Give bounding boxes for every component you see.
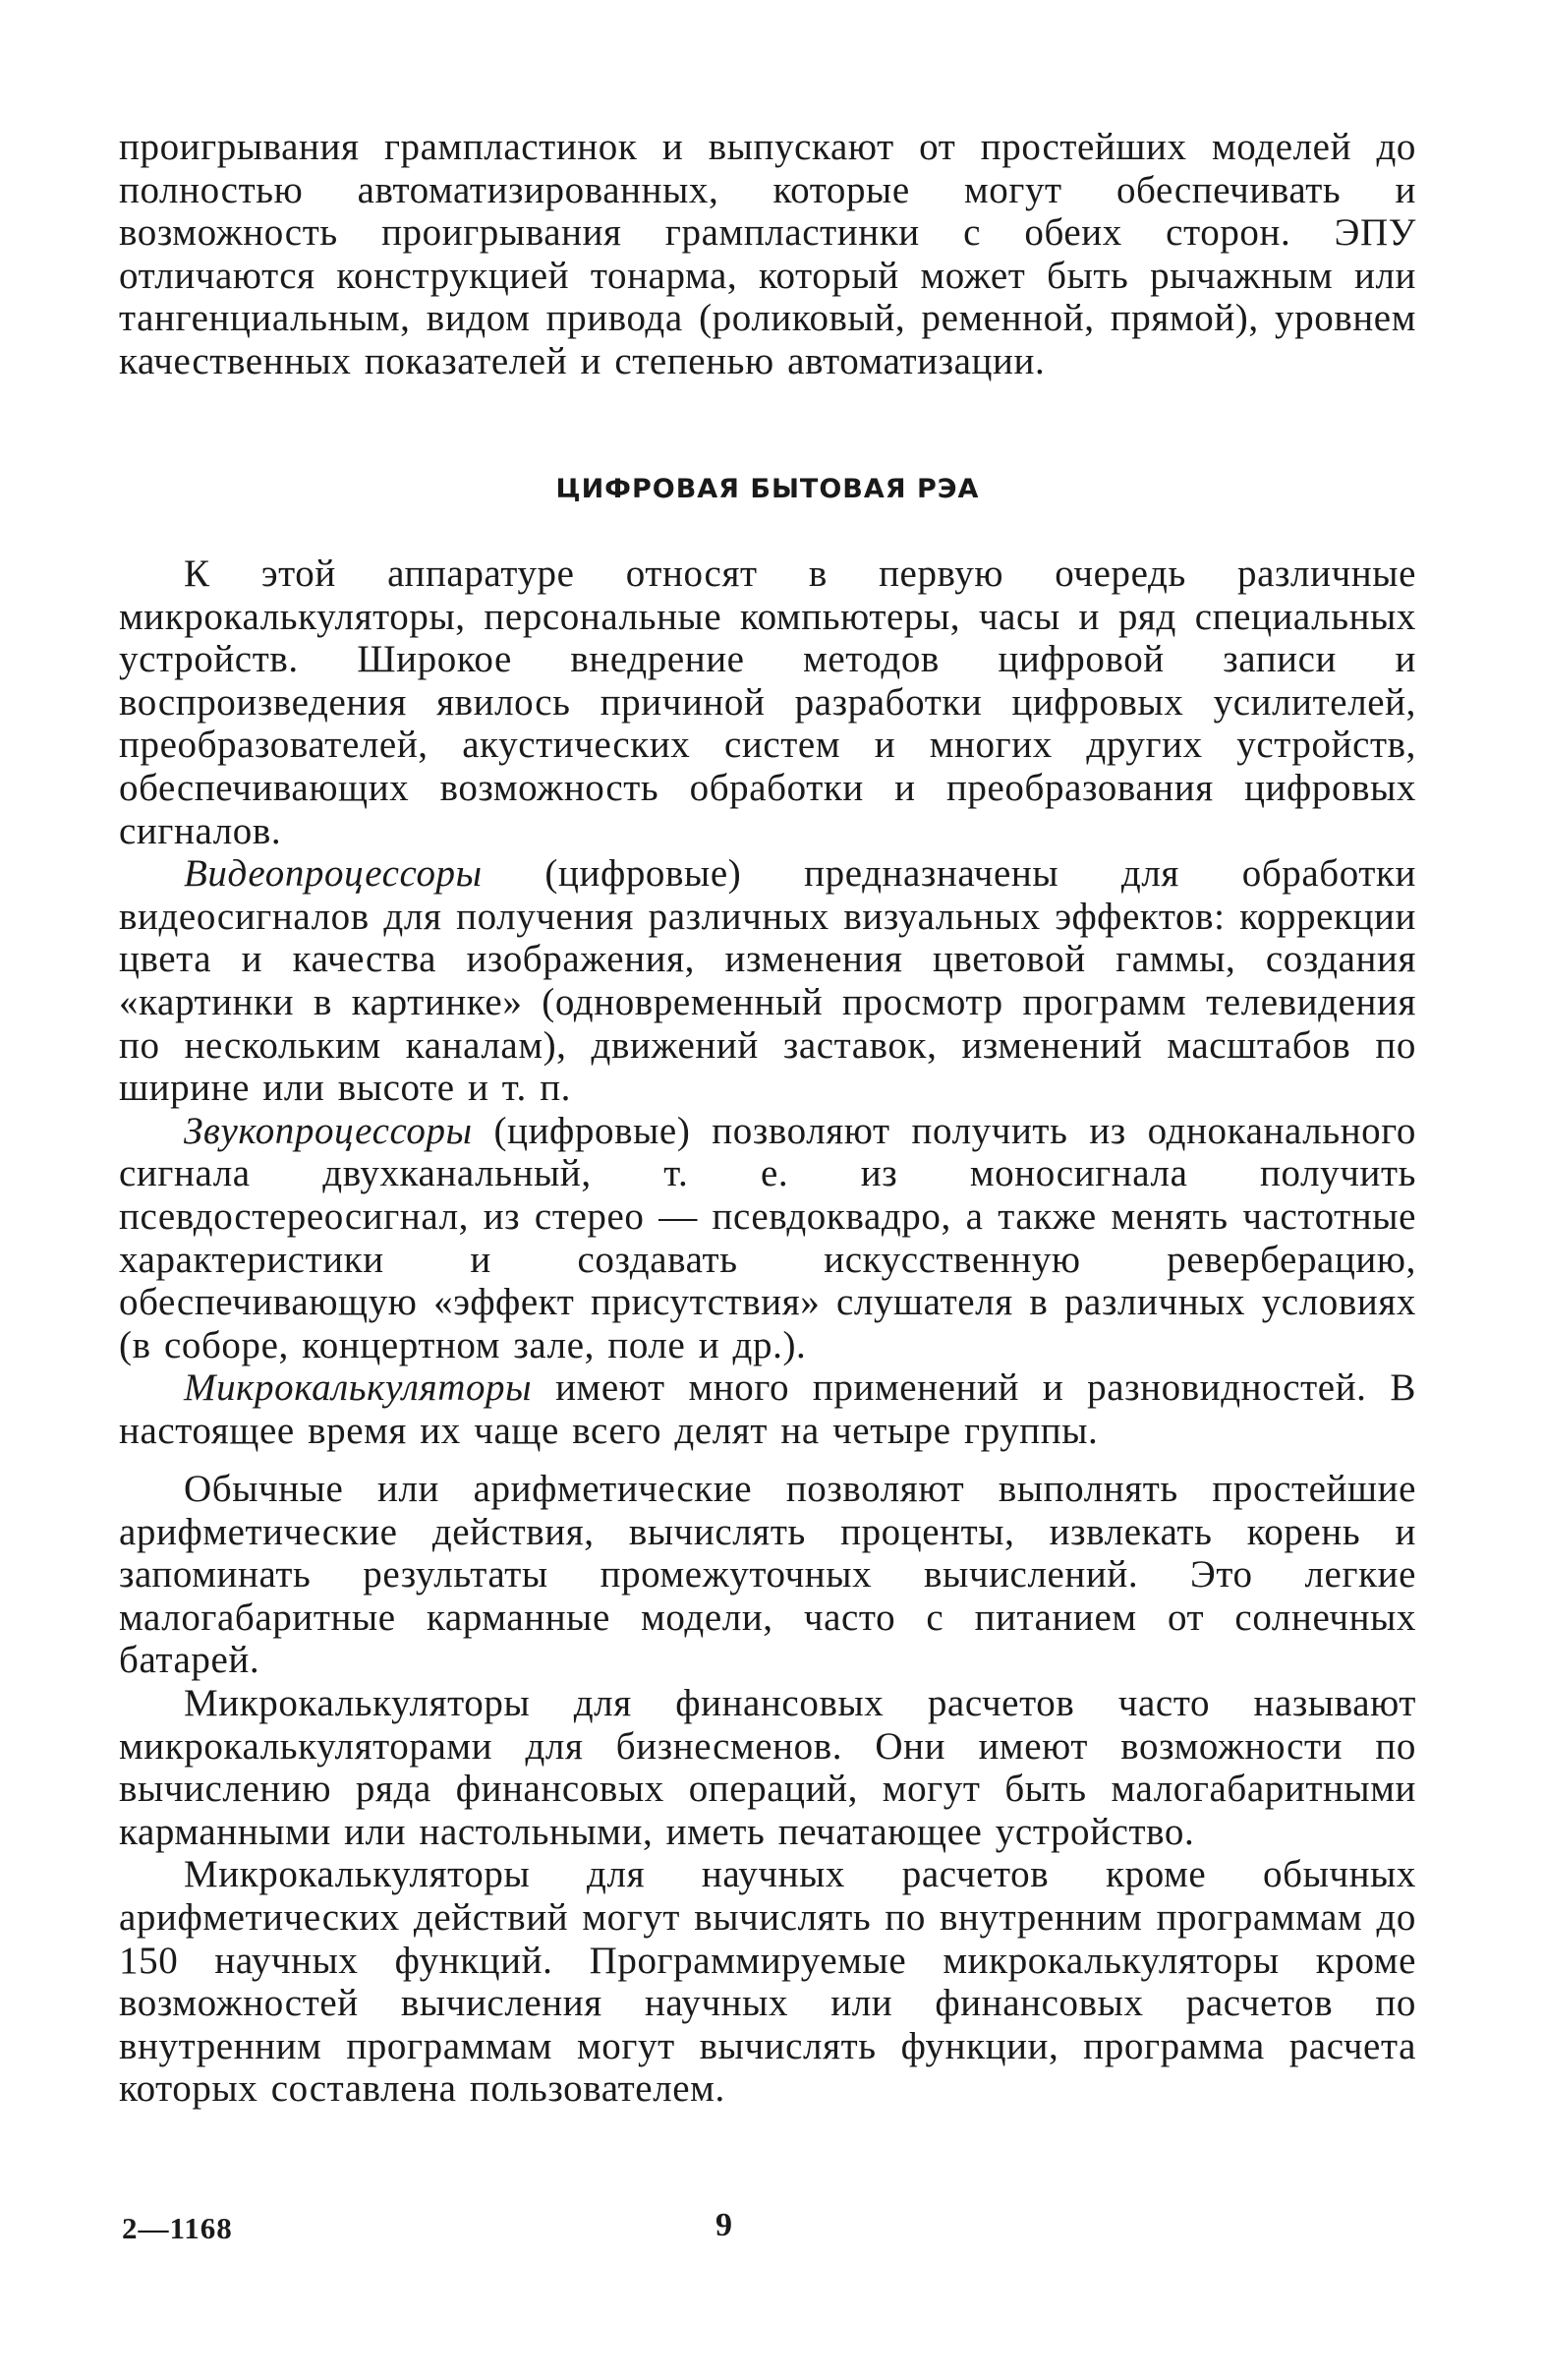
text-block-top: [119, 126, 1416, 383]
paragraph-video-text: (цифровые) предназначены для обработки видеосигналов для получения различных визуальных эффектов: коррекции цвета и качества изображения, изменения цветовой гаммы, создания «картинки в картинке» (одновременный просмотр программ телевидения по нескольким каналам), движений заставок, изменений масштабов по ширине или высоте и т. п.: [119, 852, 1416, 1110]
term-calc: Микрокалькуляторы: [184, 1366, 533, 1410]
paragraph-intro: К этой аппаратуре относят в первую очередь различные микрокалькуляторы, персональные компьютеры, часы и ряд специальных устройств. Широкое внедрение методов цифровой записи и воспроизведения явилось причиной разработки цифровых усилителей, преобразователей, акустических систем и многих других устройств, обеспечивающих возможность обработки и преобразования цифровых сигналов.: [119, 552, 1416, 852]
paragraph-sound-text: (цифровые) позволяют получить из одноканального сигнала двухканальный, т. е. из моносигнала получить псевдостереосигнал, из стерео — псевдоквадро, а также менять частотные характеристики и создавать искусственную реверберацию, обеспечивающую «эффект присутствия» слушателя в различных условиях (в соборе, концертном зале, поле и др.).: [119, 1109, 1416, 1366]
section-heading: ЦИФРОВАЯ БЫТОВАЯ РЭА: [555, 474, 980, 504]
printer-signature: 2—1168: [122, 2211, 233, 2245]
term-sound: Звукопроцессоры: [184, 1109, 473, 1152]
paragraph-calc-text: имеют много применений и разновидностей. В настоящее время их чаще всего делят на четыре группы.: [119, 1366, 1416, 1452]
text-block-lower: [119, 1468, 1416, 2111]
text-block-main: [119, 552, 1416, 1452]
paragraph-continued: проигрывания грампластинок и выпускают от простейших моделей до полностью автоматизированных, которые могут обеспечивать и возможность проигрывания грампластинки с обеих сторон. ЭПУ отличаются конструкцией тонарма, который может быть рычажным или тангенциальным, видом привода (роликовый, ременной, прямой), уровнем качественных показателей и степенью автоматизации.: [119, 126, 1416, 382]
term-video: Видеопроцессоры: [184, 852, 483, 896]
paragraph-sound: [119, 1110, 1416, 1367]
paragraph-calc: [119, 1366, 1416, 1452]
paragraph-finance: Микрокалькуляторы для финансовых расчетов часто называют микрокалькуляторами для бизнесменов. Они имеют возможности по вычислению ряда финансовых операций, могут быть малогабаритными карманными или настольными, иметь печатающее устройство.: [119, 1681, 1416, 1853]
paragraph-arith: Обычные или арифметические позволяют выполнять простейшие арифметические действия, вычислять проценты, извлекать корень и запоминать результаты промежуточных вычислений. Это легкие малогабаритные карманные модели, часто с питанием от солнечных батарей.: [119, 1468, 1416, 1682]
paragraph-video: [119, 852, 1416, 1110]
paragraph-science: Микрокалькуляторы для научных расчетов кроме обычных арифметических действий могут вычислять по внутренним программам до 150 научных функций. Программируемые микрокалькуляторы кроме возможностей вычисления научных или финансовых расчетов по внутренним программам могут вычислять функции, программа расчета которых составлена пользователем.: [119, 1853, 1416, 2111]
page-number: 9: [715, 2207, 732, 2243]
